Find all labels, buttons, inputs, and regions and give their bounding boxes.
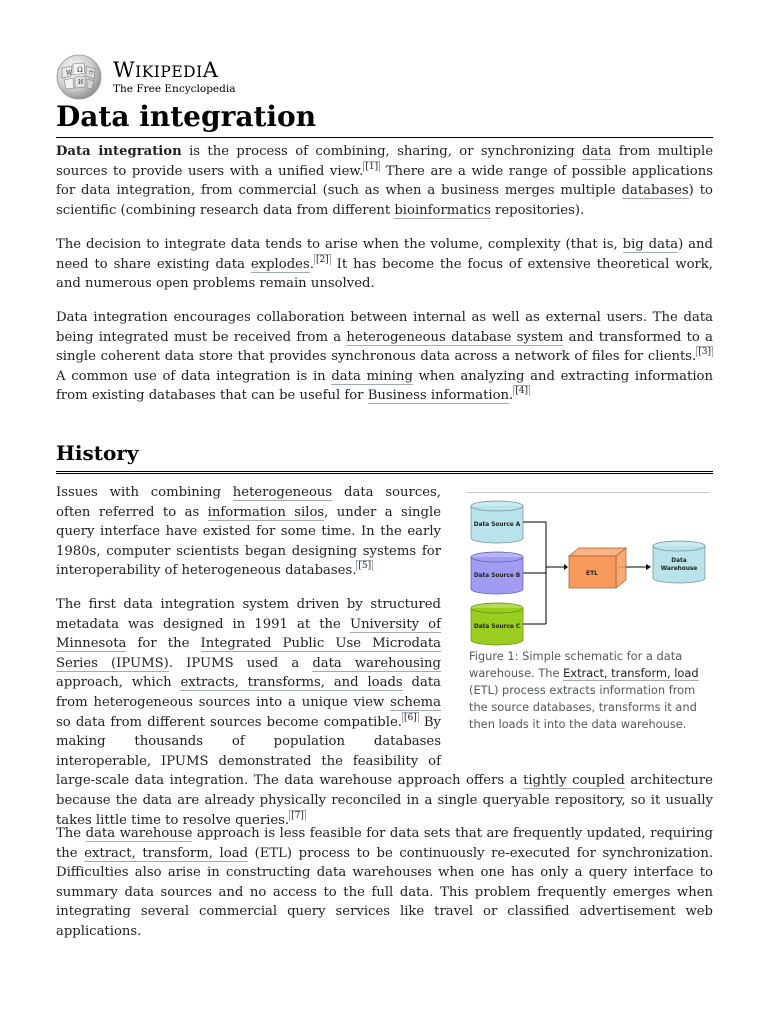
ref-4[interactable]: [4]	[515, 386, 528, 397]
ref-2[interactable]: [2]	[315, 254, 329, 265]
ref-3[interactable]: [3]	[698, 347, 711, 358]
ref-6[interactable]: [6]	[403, 712, 417, 723]
label-source-a: Data Source A	[473, 522, 521, 528]
link-explodes[interactable]: explodes	[250, 256, 310, 272]
history-paragraph-2: The first data integration system driven by structured metadata was designed in 1991 at the University of Minnesota for the Integrated Public Use Microdata Series (IPUMS). IPUMS used a data warehousing approach, which extracts, transforms, and loads data from heterogeneous sources into a unique view schema so data from different sources become compatible. [6] By making thousands of population databases interoperable, IPUMS demonstrated the feasibility of large-scale data integration. The data warehouse approach offers a tightly coupled architecture because the data are already physically reconciled in a single queryable repository, so it usually takes little time to resolve queries. [7]	[56, 597, 713, 828]
label-etl: ETL	[585, 570, 599, 577]
svg-text:W: W	[66, 70, 73, 77]
label-source-b: Data Source B	[473, 573, 521, 579]
section-heading-history: History	[56, 438, 713, 474]
svg-text:Ω: Ω	[77, 66, 83, 74]
label-warehouse-line1: Data	[671, 558, 687, 564]
link-information-silos[interactable]: information silos	[207, 504, 325, 520]
figure-top-border	[466, 492, 710, 493]
link-caption-etl[interactable]: Extract, transform, load	[563, 666, 699, 680]
link-ipums[interactable]: Integrated Public Use Microdata Series (IPUMS)	[56, 636, 441, 671]
figure-data-warehouse	[466, 492, 713, 742]
svg-text:ウ: ウ	[88, 70, 95, 77]
data-source-b-cylinder	[471, 552, 523, 594]
link-schema[interactable]: schema	[390, 694, 441, 710]
link-extract-transform-load[interactable]: extract, transform, load	[84, 845, 248, 861]
link-data-mining[interactable]: data mining	[331, 368, 413, 384]
arrow-etl	[564, 564, 568, 570]
arrow-warehouse	[646, 564, 651, 570]
link-data-warehouse[interactable]: data warehouse	[85, 826, 193, 841]
link-tightly-coupled[interactable]: tightly coupled	[523, 773, 625, 789]
ref-7[interactable]: [7]	[291, 810, 304, 821]
link-data[interactable]: data	[581, 144, 612, 159]
wikipedia-logo[interactable]	[56, 54, 235, 100]
link-databases[interactable]: databases	[621, 183, 689, 199]
history-paragraph-1: Issues with combining heterogeneous data sources, often referred to as information silos, under a single query interface have existed for some time. In the early 1980s, computer scientists began designing systems for interoperability of heterogeneous databases. [5]	[56, 485, 442, 579]
label-source-c: Data Source C	[473, 624, 521, 630]
link-university-of-minnesota[interactable]: University of Minnesota	[56, 616, 441, 652]
link-extracts-transforms-loads[interactable]: extracts, transforms, and loads	[180, 675, 403, 691]
label-warehouse-line2: Warehouse	[660, 566, 698, 572]
link-business-information[interactable]: Business information	[367, 388, 510, 404]
link-data-warehousing[interactable]: data warehousing	[312, 655, 441, 671]
wikipedia-globe-icon	[56, 54, 102, 100]
figure-caption: Figure 1: Simple schematic for a data warehouse. The Extract, transform, load (ETL) process extracts information from the source databases, transforms it and then loads it into the data warehouse.	[469, 649, 699, 731]
data-source-a-cylinder	[471, 501, 523, 543]
link-heterogeneous-database-system[interactable]: heterogeneous database system	[346, 329, 564, 345]
data-warehouse-cylinder	[653, 541, 705, 583]
tagline: The Free Encyclopedia	[113, 82, 236, 95]
intro-paragraph-1: Data integration is the process of combining, sharing, or synchronizing data from multiple sources to provide users with a unified view. [1] There are a wide range of possible applications for data integration, from commercial (such as when a business merges multiple databases) to scientific (combining research data from different bioinformatics repositories).	[56, 144, 714, 218]
history-paragraph-3: The data warehouse approach is less feasible for data sets that are frequently updated, requiring the extract, transform, load (ETL) process to be continuously re-executed for synchronization. Difficulties also arise in constructing data warehouses when one has only a query interface to summary data sources and no access to the full data. This problem frequently emerges when integrating several commercial query services like travel or classified advertisement web applications.	[56, 826, 713, 939]
data-warehouse-diagram	[466, 496, 710, 646]
link-big-data[interactable]: big data	[622, 237, 679, 252]
intro-paragraph-3: Data integration encourages collaboration between internal as well as external users. The data being integrated must be received from a heterogeneous database system and transformed to a single coherent data store that provides synchronous data across a network of files for clients. [3] A common use of data integration is in data mining when analyzing and extracting information from existing databases that can be useful for Business information. [4]	[56, 310, 713, 404]
wordmark	[113, 57, 236, 95]
link-heterogeneous[interactable]: heterogeneous	[232, 485, 333, 500]
wordmark-title: WIKIPEDIA	[113, 57, 219, 82]
ref-5[interactable]: [5]	[358, 561, 372, 572]
link-bioinformatics[interactable]: bioinformatics	[394, 202, 491, 218]
svg-text:И: И	[78, 79, 84, 86]
intro-paragraph-2: The decision to integrate data tends to arise when the volume, complexity (that is, big data) and need to share existing data explodes. [2] It has become the focus of extensive theoretical work, and numerous open problems remain unsolved.	[56, 237, 713, 292]
data-source-c-cylinder	[471, 603, 523, 645]
ref-1[interactable]: [1]	[365, 161, 379, 172]
etl-box	[569, 548, 626, 588]
page-title: Data integration	[56, 98, 713, 138]
bold-term: Data integration	[56, 144, 182, 159]
